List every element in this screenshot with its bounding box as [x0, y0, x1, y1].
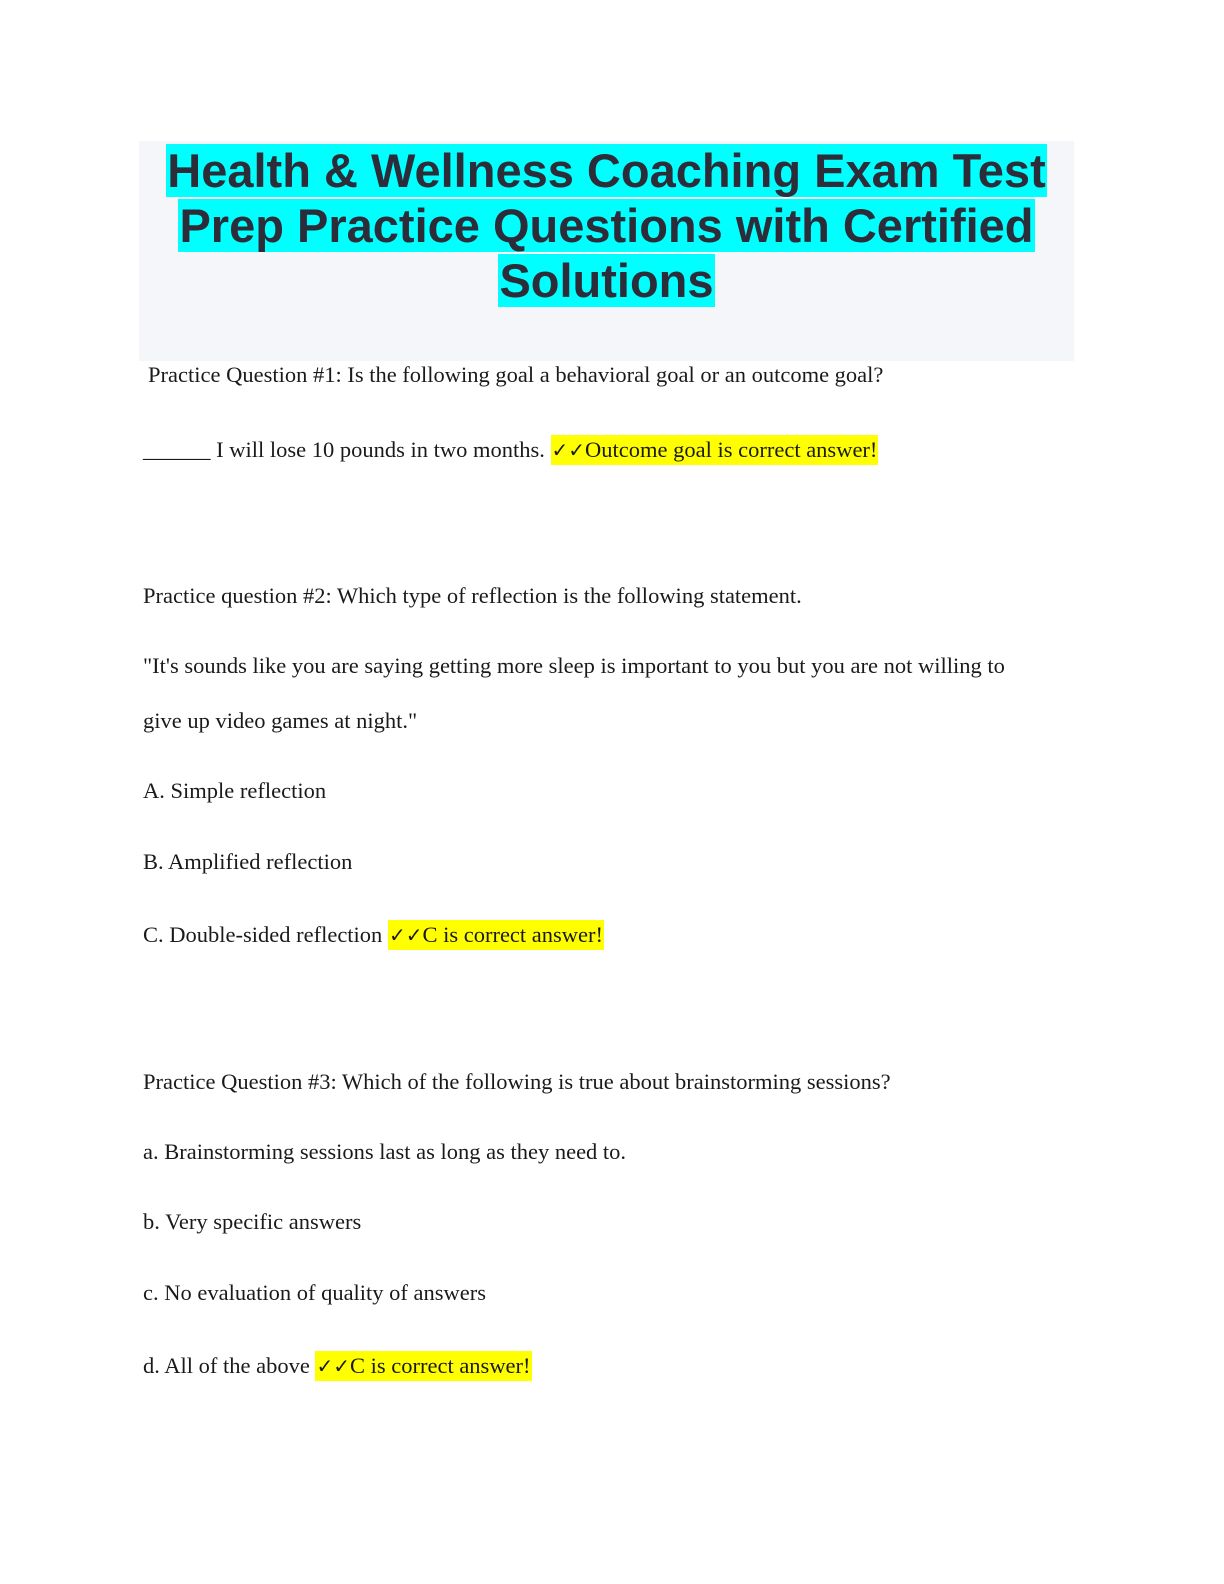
q1-statement: ______ I will lose 10 pounds in two months. — [143, 437, 545, 462]
double-check-icon: ✓✓ — [316, 1354, 350, 1378]
title-line-1: Health & Wellness Coaching Exam Test — [167, 144, 1046, 197]
q1-question: Practice Question #1: Is the following goal a behavioral goal or an outcome goal? — [148, 362, 884, 387]
q3-option-d: d. All of the above — [143, 1353, 310, 1378]
q2-option-b: B. Amplified reflection — [143, 849, 353, 874]
q3-option-b: b. Very specific answers — [143, 1209, 362, 1234]
q3-answer: C is correct answer! — [349, 1353, 531, 1378]
q3-option-d-line — [143, 1352, 532, 1380]
q2-option-c-line — [143, 921, 604, 949]
q1-answer: Outcome goal is correct answer! — [585, 437, 878, 462]
double-check-icon: ✓✓ — [388, 923, 423, 947]
q2-quote-line-2: give up video games at night." — [143, 708, 418, 733]
q2-answer-highlight — [388, 920, 604, 950]
double-check-icon: ✓✓ — [551, 438, 586, 462]
q2-option-c: C. Double-sided reflection — [143, 922, 383, 947]
q3-question: Practice Question #3: Which of the following is true about brainstorming sessions? — [143, 1069, 891, 1094]
document-title — [166, 143, 1046, 308]
q3-answer-highlight — [315, 1351, 531, 1381]
q1-answer-highlight — [551, 435, 879, 465]
q2-answer: C is correct answer! — [422, 922, 604, 947]
q1-statement-line — [143, 436, 878, 464]
q2-option-a: A. Simple reflection — [143, 778, 327, 803]
q2-quote-line-1: "It's sounds like you are saying getting more sleep is important to you but you are not willing to — [143, 653, 1005, 678]
title-line-3: Solutions — [499, 254, 714, 307]
q3-option-a: a. Brainstorming sessions last as long as they need to. — [143, 1139, 627, 1164]
title-line-2: Prep Practice Questions with Certified — [179, 199, 1034, 252]
q3-option-c: c. No evaluation of quality of answers — [143, 1280, 487, 1305]
document-title-block — [139, 141, 1074, 361]
q2-question: Practice question #2: Which type of reflection is the following statement. — [143, 583, 802, 608]
